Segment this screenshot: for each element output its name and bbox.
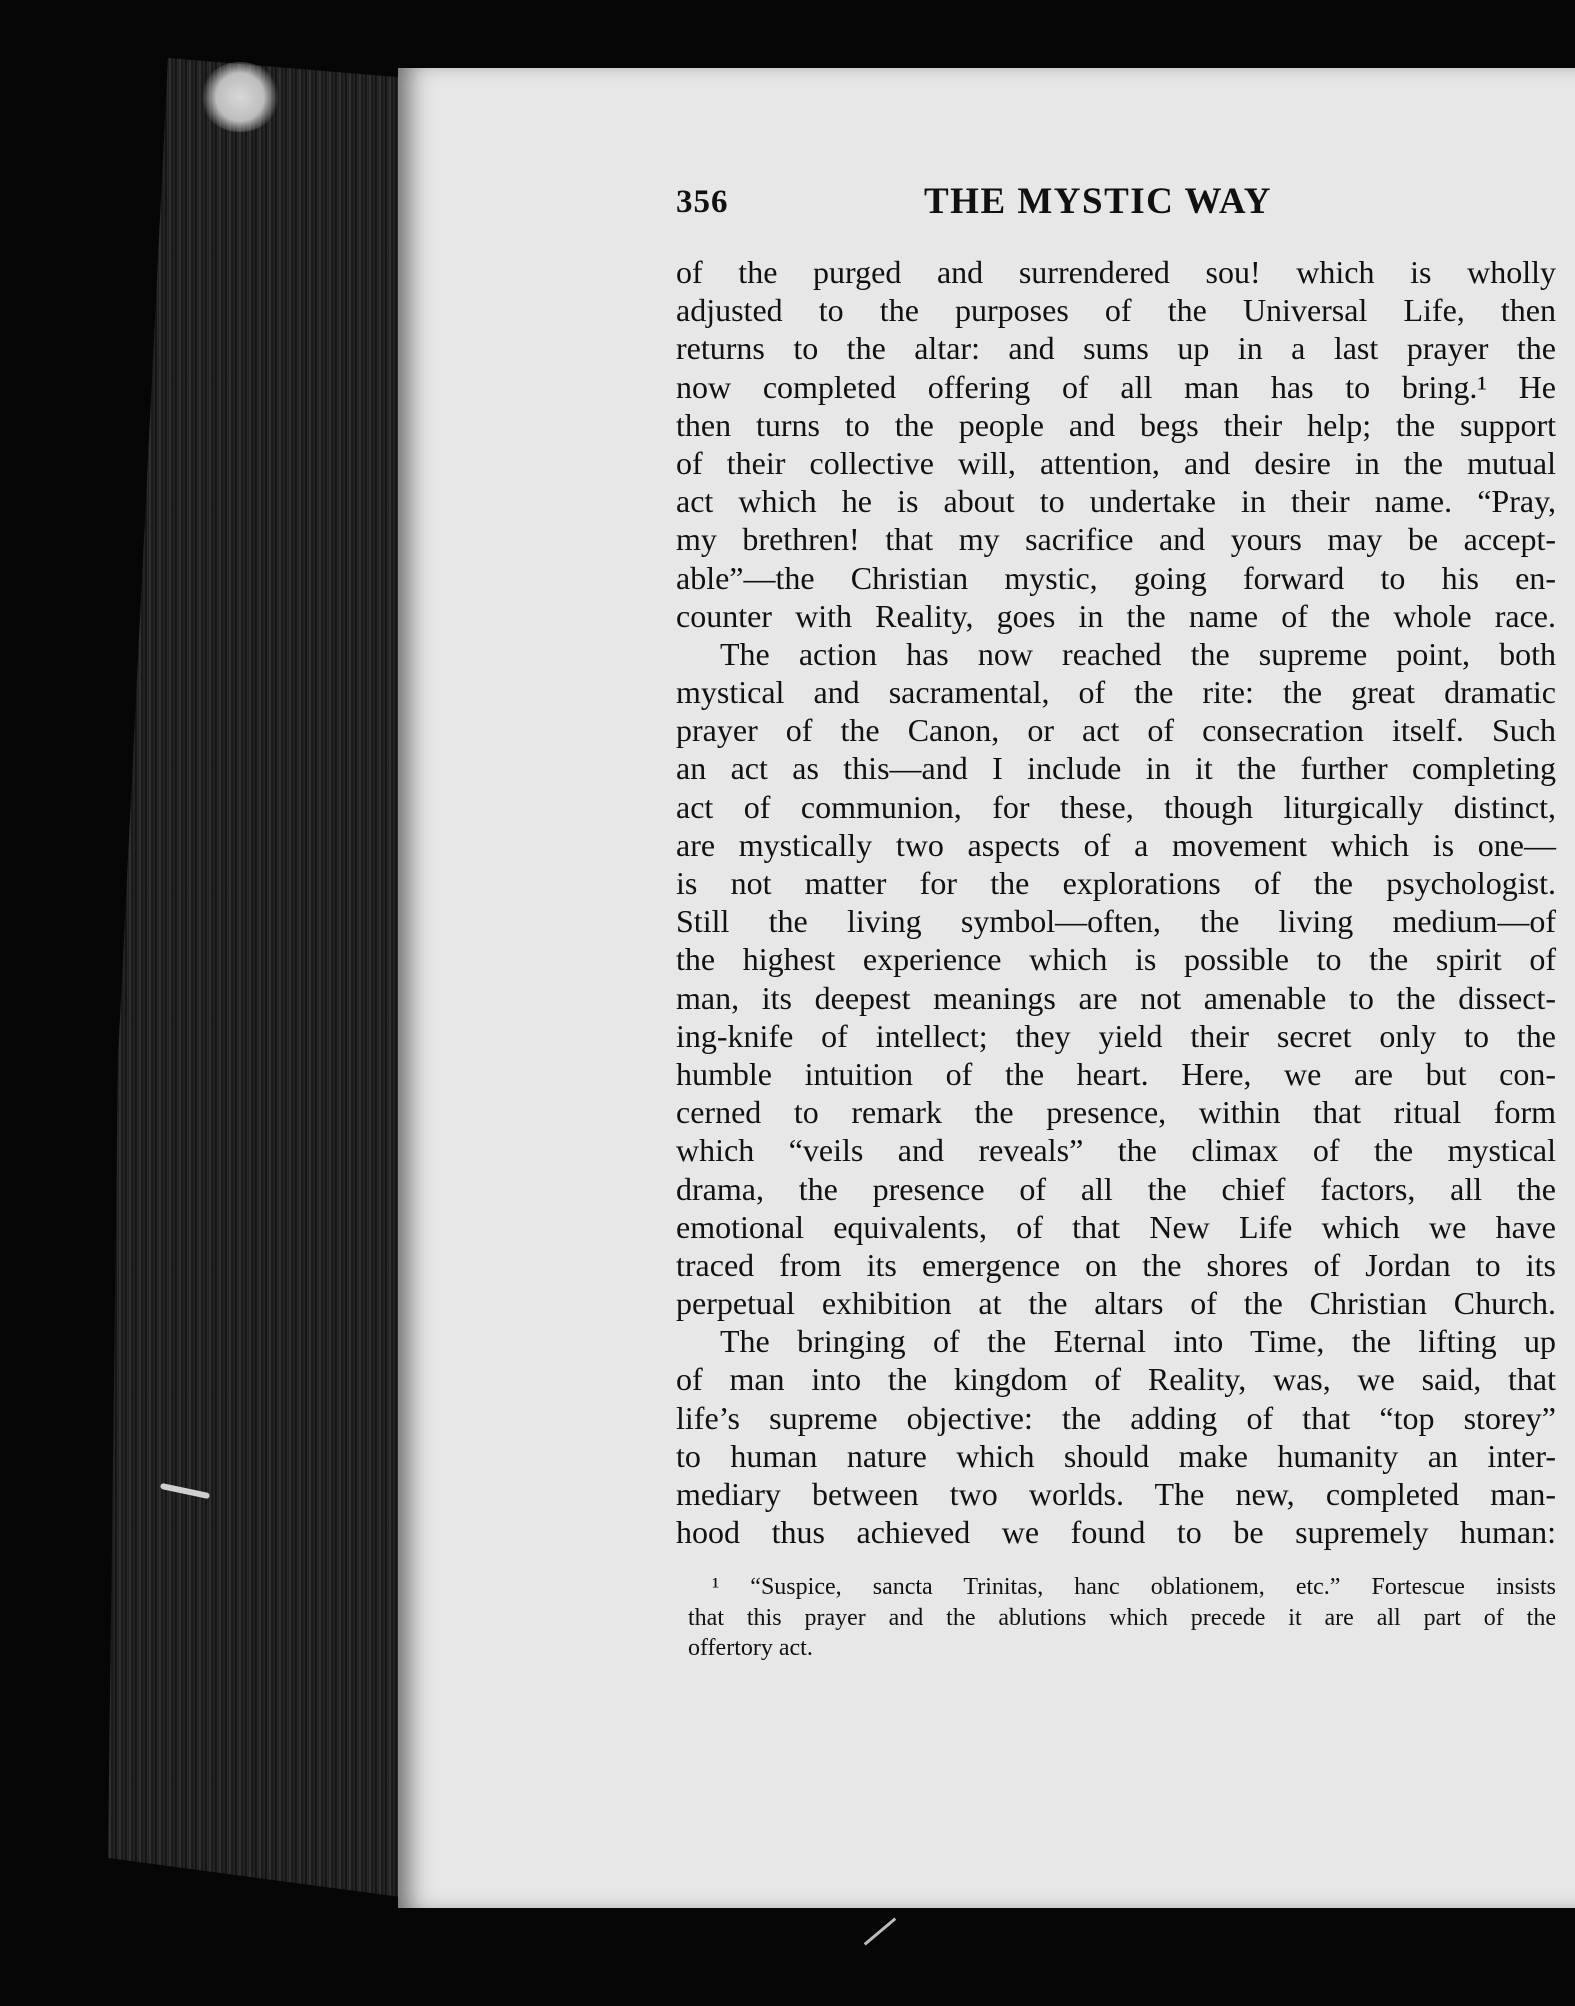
scan-artifact [864,1917,897,1945]
text-line: then turns to the people and begs their help; the support [676,406,1556,443]
text-line: my brethren! that my sacrifice and yours may be accept- [676,521,1556,558]
text-line: able”—the Christian mystic, going forward to his en- [676,559,1556,596]
text-line: adjusted to the purposes of the Universal Life, then [676,292,1556,329]
text-line: mediary between two worlds. The new, completed man- [676,1476,1556,1512]
text-line: humble intuition of the heart. Here, we are but con- [676,1055,1556,1092]
text-line: drama, the presence of all the chief factors, all the [676,1170,1556,1207]
text-line: now completed offering of all man has to bring.¹ He [676,368,1556,405]
text-line: life’s supreme objective: the adding of that “top storey” [676,1399,1556,1436]
text-line: of the purged and surrendered sou! which is wholly [676,254,1556,290]
text-line: to human nature which should make humanity an inter- [676,1437,1556,1474]
text-line: an act as this—and I include in it the further completing [676,750,1556,787]
footnote [688,1572,1556,1664]
text-line: traced from its emergence on the shores of Jordan to its [676,1246,1556,1283]
footnote-line: that this prayer and the ablutions which precede it are all part of the [688,1604,1556,1631]
text-line: man, its deepest meanings are not amenable to the dissect- [676,979,1556,1016]
text-line: of man into the kingdom of Reality, was, we said, that [676,1361,1556,1398]
text-line: are mystically two aspects of a movement which is one— [676,826,1556,863]
text-line: returns to the altar: and sums up in a last prayer the [676,330,1556,367]
text-line: Still the living symbol—often, the living medium—of [676,903,1556,940]
footnote-line: offertory act. [688,1635,813,1661]
text-line: The bringing of the Eternal into Time, the lifting up [720,1323,1556,1360]
text-line: which “veils and reveals” the climax of the mystical [676,1132,1556,1169]
page-edge-stain [200,62,280,132]
text-line: mystical and sacramental, of the rite: the great dramatic [676,674,1556,711]
text-line: is not matter for the explorations of the psychologist. [676,865,1556,901]
page-number: 356 [676,184,729,220]
text-line: The action has now reached the supreme point, both [720,635,1556,672]
page-header [676,180,1556,240]
text-line: emotional equivalents, of that New Life which we have [676,1208,1556,1245]
text-line: act which he is about to undertake in their name. “Pray, [676,483,1556,520]
footnote-line: ¹ “Suspice, sancta Trinitas, hanc oblationem, etc.” Fortescue insists [712,1574,1556,1600]
body-text [676,253,1556,1551]
text-line: of their collective will, attention, and desire in the mutual [676,444,1556,481]
text-line: counter with Reality, goes in the name of the whole race. [676,597,1556,634]
text-line: cerned to remark the presence, within that ritual form [676,1094,1556,1131]
text-line: the highest experience which is possible to the spirit of [676,941,1556,978]
text-line: hood thus achieved we found to be supremely human: [676,1514,1556,1551]
book-page-edges [108,58,408,1898]
running-title: THE MYSTIC WAY [924,181,1272,222]
text-line: prayer of the Canon, or act of consecration itself. Such [676,712,1556,749]
text-line: act of communion, for these, though liturgically distinct, [676,788,1556,825]
text-line: ing-knife of intellect; they yield their secret only to the [676,1017,1556,1054]
text-line: perpetual exhibition at the altars of the Christian Church. [676,1285,1556,1322]
